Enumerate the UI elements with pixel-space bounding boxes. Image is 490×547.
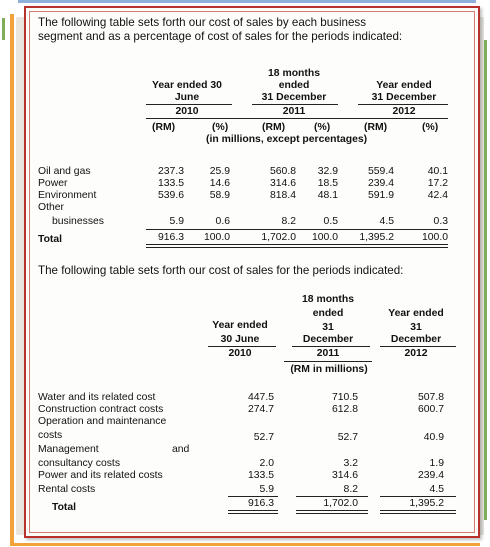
t2-col2-head-2: ended — [312, 308, 344, 319]
t1-cell: 48.1 — [317, 190, 338, 201]
t1-cell: 0.3 — [433, 216, 448, 227]
t2-col2-head-3: 31 — [322, 322, 334, 333]
t1-total-rule-top — [146, 229, 448, 230]
t2-cell: 5.9 — [259, 484, 274, 495]
t1-cell: 40.1 — [427, 166, 448, 177]
t2-cell: 40.9 — [423, 432, 444, 443]
t1-cell: 0.5 — [323, 216, 338, 227]
t2-total-rule-top-3 — [380, 496, 456, 497]
t2-units-note: (RM in millions) — [290, 364, 368, 375]
t1-col3-head-3: 2012 — [392, 106, 416, 117]
t2-total-cell: 1,702.0 — [323, 498, 358, 509]
t1-subheader-rule — [146, 118, 448, 119]
t1-col1-head-1: Year ended 30 — [152, 80, 222, 91]
t2-row-label: Operation and maintenance — [38, 416, 167, 427]
t2-cell: 507.8 — [417, 392, 444, 403]
t1-cell: 8.2 — [281, 216, 296, 227]
t1-cell: 18.5 — [317, 178, 338, 189]
t1-cell: 42.4 — [427, 190, 448, 201]
t2-total-rule-bottom-2 — [296, 510, 368, 514]
t2-row-label: Rental costs — [38, 484, 96, 495]
t2-col3-head-1: Year ended — [388, 308, 444, 319]
t1-cell: 539.6 — [157, 190, 184, 201]
t1-cell: 560.8 — [269, 166, 296, 177]
t1-total-label: Total — [38, 234, 63, 245]
t1-col2-head-1: 18 months — [268, 68, 320, 79]
t1-total-cell: 1,702.0 — [261, 232, 296, 243]
intro-paragraph-2: The following table sets forth our cost of sales for the periods indicated: — [38, 264, 404, 277]
t2-cell: 133.5 — [247, 470, 274, 481]
accent-bar-blue — [18, 0, 476, 3]
t2-row-label: Management — [38, 444, 99, 455]
t2-row-label: Construction contract costs — [38, 404, 164, 415]
t2-cell: 1.9 — [429, 458, 444, 469]
t1-header-rule-1 — [146, 104, 232, 105]
t1-row-label: Power — [38, 178, 68, 189]
t1-subhead-pct-1: (%) — [212, 122, 229, 133]
t2-cell: 4.5 — [429, 484, 444, 495]
accent-bar-orange — [10, 14, 14, 546]
t1-total-cell: 916.3 — [157, 232, 184, 243]
accent-bar-orange-bottom — [10, 543, 480, 546]
t1-cell: 591.9 — [367, 190, 394, 201]
t2-total-cell: 916.3 — [247, 498, 274, 509]
t2-col3-head-2: 31 — [410, 322, 422, 333]
t1-total-cell: 100.0 — [421, 232, 448, 243]
t2-col1-head-3: 2010 — [228, 348, 252, 359]
t1-col3-head-2: 31 December — [371, 92, 437, 103]
t2-header-rule-1 — [208, 346, 276, 347]
t2-cell: 447.5 — [247, 392, 274, 403]
t1-col2-head-4: 2011 — [282, 106, 306, 117]
t2-col2-head-4: December — [302, 334, 354, 345]
t1-total-cell: 1,395.2 — [359, 232, 394, 243]
t1-total-cell: 100.0 — [311, 232, 338, 243]
t1-cell: 58.9 — [209, 190, 230, 201]
t1-cell: 14.6 — [209, 178, 230, 189]
t2-total-rule-bottom — [228, 510, 278, 514]
t2-header-rule-2 — [292, 346, 370, 347]
t1-subhead-pct-2: (%) — [314, 122, 331, 133]
t1-units-note: (in millions, except percentages) — [206, 134, 368, 145]
t2-cell: 2.0 — [259, 458, 274, 469]
accent-bar-green-right — [484, 40, 487, 520]
accent-bar-green — [2, 18, 5, 40]
t1-cell: 17.2 — [427, 178, 448, 189]
t2-total-rule-top-2 — [296, 496, 368, 497]
t1-cell: 239.4 — [367, 178, 394, 189]
t2-total-label: Total — [52, 502, 77, 513]
t1-cell: 0.6 — [215, 216, 230, 227]
t2-cell: 52.7 — [337, 432, 358, 443]
t1-total-rule-bottom — [146, 244, 448, 248]
t2-row-label: Power and its related costs — [38, 470, 163, 481]
t1-col3-head-1: Year ended — [376, 80, 432, 91]
t1-cell: 314.6 — [269, 178, 296, 189]
intro-paragraph-line-1: The following table sets forth our cost of sales by each business — [38, 16, 367, 29]
t2-col2-head-5: 2011 — [316, 348, 340, 359]
t1-header-rule-2 — [252, 104, 338, 105]
t2-row-label-right: and — [172, 444, 190, 455]
t2-col1-head-2: 30 June — [220, 334, 260, 345]
intro-paragraph-line-2: segment and as a percentage of cost of sales for the periods indicated: — [38, 30, 403, 43]
t2-cell: 52.7 — [253, 432, 274, 443]
t2-header-rule-3 — [380, 346, 456, 347]
t1-col2-head-3: 31 December — [261, 92, 327, 103]
t2-total-cell: 1,395.2 — [409, 498, 444, 509]
t1-cell: 5.9 — [169, 216, 184, 227]
t2-cell: 612.8 — [331, 404, 358, 415]
t1-cell: 237.3 — [157, 166, 184, 177]
t1-row-label: Environment — [38, 190, 97, 201]
t1-row-label: businesses — [52, 216, 104, 227]
t1-row-label: Oil and gas — [38, 166, 91, 177]
t1-cell: 25.9 — [209, 166, 230, 177]
t1-cell: 559.4 — [367, 166, 394, 177]
t1-header-rule-3 — [358, 104, 448, 105]
t2-total-rule-top — [228, 496, 278, 497]
t2-cell: 3.2 — [343, 458, 358, 469]
t2-cell: 239.4 — [417, 470, 444, 481]
t1-row-label: Other — [38, 202, 64, 213]
t2-row-label: Water and its related cost — [38, 392, 156, 403]
t2-col3-head-3: December — [390, 334, 442, 345]
t2-row-label: costs — [38, 430, 63, 441]
t2-cell: 710.5 — [331, 392, 358, 403]
t1-cell: 818.4 — [269, 190, 296, 201]
t2-cell: 8.2 — [343, 484, 358, 495]
t2-col2-head-1: 18 months — [302, 294, 354, 305]
t2-subheader-rule — [284, 361, 372, 362]
t2-row-label: consultancy costs — [38, 458, 121, 469]
t1-col1-head-2: June — [174, 92, 200, 103]
t1-subhead-rm-2: (RM) — [262, 122, 286, 133]
t2-col3-head-4: 2012 — [404, 348, 428, 359]
t2-col1-head-1: Year ended — [212, 320, 268, 331]
t1-cell: 32.9 — [317, 166, 338, 177]
t2-total-rule-bottom-3 — [380, 510, 456, 514]
t1-subhead-rm-1: (RM) — [152, 122, 176, 133]
t2-cell: 274.7 — [247, 404, 274, 415]
t2-cell: 600.7 — [417, 404, 444, 415]
t1-total-cell: 100.0 — [203, 232, 230, 243]
t1-subhead-pct-3: (%) — [422, 122, 439, 133]
t1-col1-head-3: 2010 — [175, 106, 199, 117]
t1-col2-head-2: ended — [278, 80, 310, 91]
t1-cell: 133.5 — [157, 178, 184, 189]
t1-cell: 4.5 — [379, 216, 394, 227]
t1-subhead-rm-3: (RM) — [364, 122, 388, 133]
t2-cell: 314.6 — [331, 470, 358, 481]
